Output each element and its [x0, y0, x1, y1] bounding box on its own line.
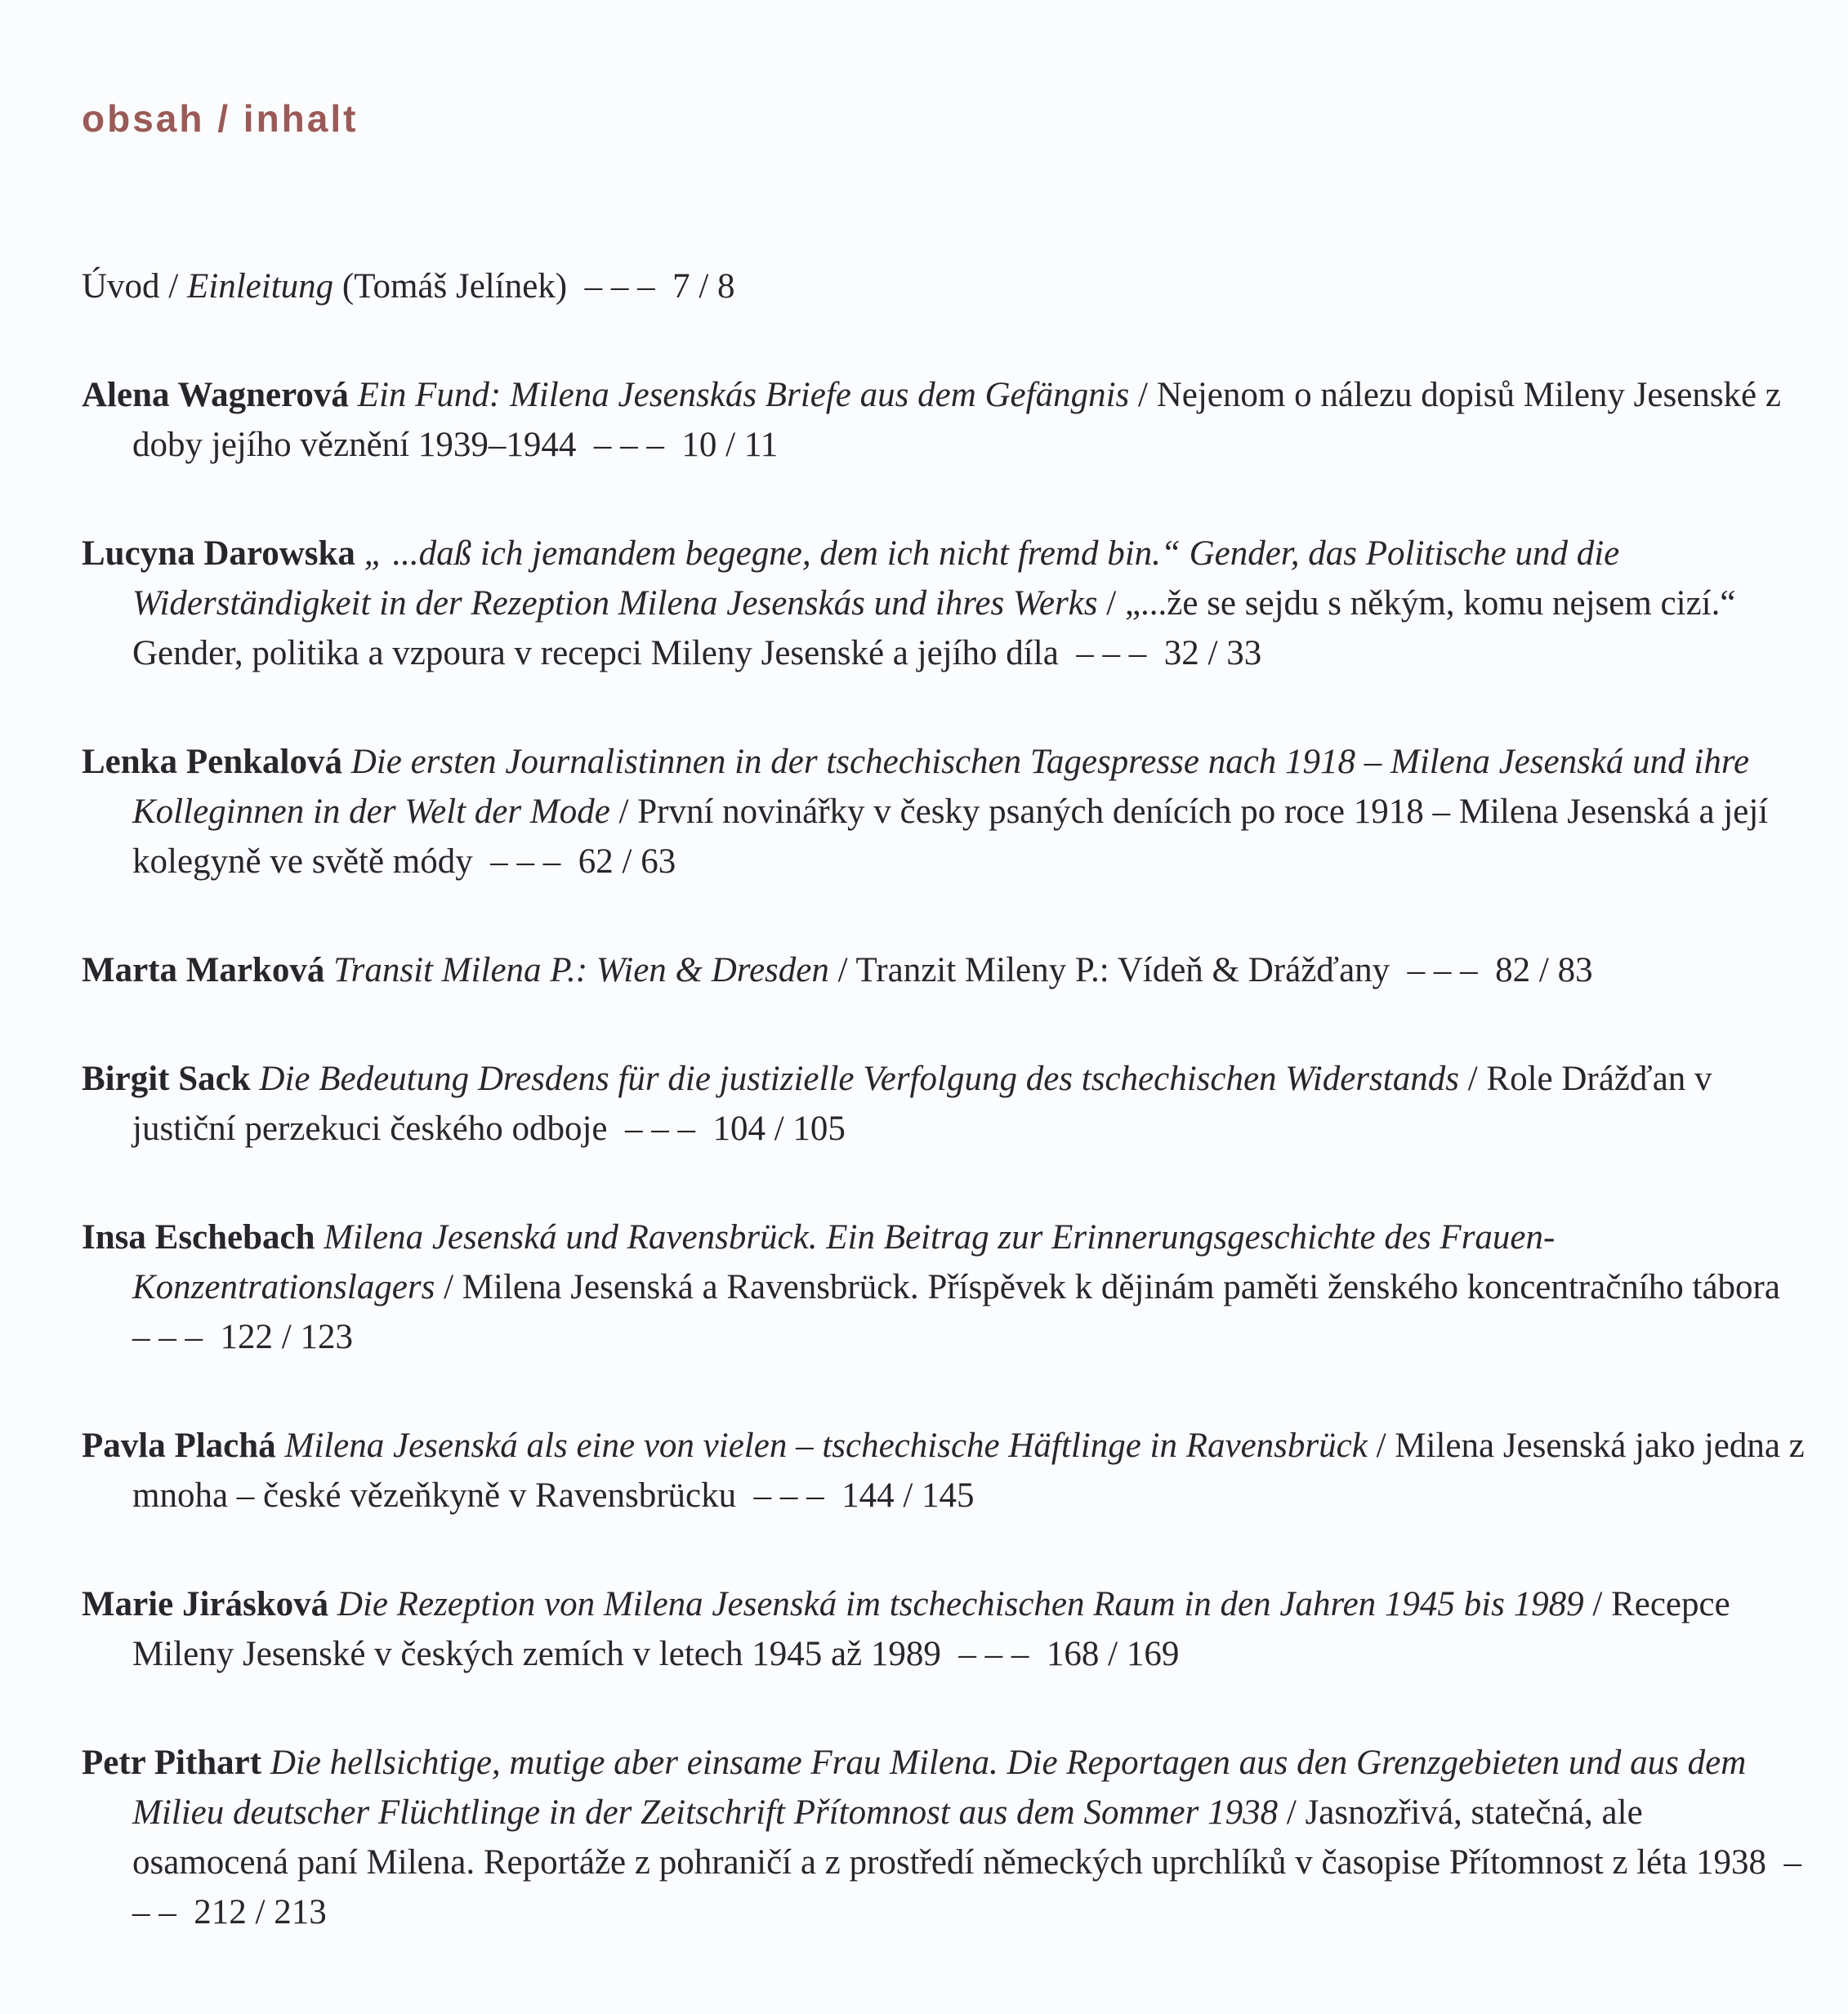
title-translation-and-pages: / „...že se sejdu s někým, komu nejsem cizí.“ Gender, politika a vzpoura v recepci Mileny Jesenské a jejího díla – – – 32 / 33: [132, 584, 1753, 672]
author-name: Birgit Sack: [82, 1060, 260, 1098]
title-translation-and-pages: / První novinářky v česky psaných denících po roce 1918 – Milena Jesenská a její kolegyně ve světě módy – – – 62 / 63: [132, 793, 1777, 881]
toc-entry-pithart: [82, 1738, 1810, 1937]
author-name: Insa Eschebach: [82, 1218, 324, 1257]
title-original: Die hellsichtige, mutige aber einsame Frau Milena. Die Reportagen aus den Grenzgebieten und aus dem Milieu deutscher Flüchtlinge in der Zeitschrift Přítomnost aus dem Sommer 1938: [132, 1744, 1756, 1832]
author-name: Marie Jirásková: [82, 1585, 337, 1623]
title-translation-and-pages: / Nejenom o nálezu dopisů Mileny Jesenské z doby jejího věznění 1939–1944 – – – 10 / 11: [132, 376, 1790, 464]
title-translation-and-pages: / Role Drážďan v justiční perzekuci českého odboje – – – 104 / 105: [132, 1060, 1721, 1148]
author-name: Pavla Plachá: [82, 1427, 285, 1465]
title-original: Einleitung: [187, 267, 334, 306]
toc-entry-wagnerova: [82, 370, 1807, 470]
title-original: „ ...daß ich jemandem begegne, dem ich nicht fremd bin.“ Gender, das Politische und die Widerständigkeit in der Rezeption Milena Jesenskás und ihres Werks: [132, 534, 1628, 623]
toc-entry-penkalova: [82, 737, 1807, 886]
toc-entry-markova: [82, 945, 1807, 995]
toc-list: [82, 261, 1814, 1937]
author-name: Petr Pithart: [82, 1744, 270, 1782]
title-original: Transit Milena P.: Wien & Dresden: [333, 951, 829, 989]
author-name: Lenka Penkalová: [82, 743, 351, 781]
title-original: Milena Jesenská und Ravensbrück. Ein Beitrag zur Erinnerungsgeschichte des Frauen-Konzentrationslagers: [132, 1218, 1556, 1306]
title-translation-and-pages: / Jasnozřivá, statečná, ale osamocená paní Milena. Reportáže z pohraničí a z prostředí německých uprchlíků v časopise Přítomnost z léta 1938 – – – 212 / 213: [132, 1793, 1810, 1931]
title-translation-and-pages: Úvod /: [82, 267, 187, 306]
title-translation-and-pages: (Tomáš Jelínek) – – – 7 / 8: [333, 267, 735, 306]
author-name: Marta Marková: [82, 951, 334, 989]
title-original: Die ersten Journalistinnen in der tschechischen Tagespresse nach 1918 – Milena Jesenská und ihre Kolleginnen in der Welt der Mode: [132, 743, 1758, 831]
toc-entry-uvod: [82, 261, 1807, 311]
title-translation-and-pages: / Milena Jesenská jako jedna z mnoha – české vězeňkyně v Ravensbrücku – – – 144 / 145: [132, 1427, 1814, 1515]
toc-entry-sack: [82, 1054, 1807, 1154]
title-original: Ein Fund: Milena Jesenskás Briefe aus dem Gefängnis: [357, 376, 1130, 414]
author-name: Alena Wagnerová: [82, 376, 358, 414]
author-name: Lucyna Darowska: [82, 534, 364, 573]
page-title: obsah / inhalt: [82, 97, 359, 140]
title-translation-and-pages: / Tranzit Mileny P.: Vídeň & Drážďany – – – 82 / 83: [828, 951, 1593, 989]
title-original: Milena Jesenská als eine von vielen – tschechische Häftlinge in Ravensbrück: [284, 1427, 1368, 1465]
title-original: Die Rezeption von Milena Jesenská im tschechischen Raum in den Jahren 1945 bis 1989: [337, 1585, 1584, 1623]
title-translation-and-pages: / Milena Jesenská a Ravensbrück. Příspěvek k dějinám paměti ženského koncentračního tábora – – – 122 / 123: [132, 1268, 1798, 1356]
toc-entry-eschebach: [82, 1212, 1807, 1362]
title-translation-and-pages: / Recepce Mileny Jesenské v českých zemích v letech 1945 až 1989 – – – 168 / 169: [132, 1585, 1739, 1673]
toc-entry-placha: [82, 1421, 1814, 1521]
title-original: Die Bedeutung Dresdens für die justizielle Verfolgung des tschechischen Widerstands: [259, 1060, 1459, 1098]
toc-entry-darowska: [82, 529, 1807, 678]
toc-entry-jiraskova: [82, 1579, 1807, 1679]
